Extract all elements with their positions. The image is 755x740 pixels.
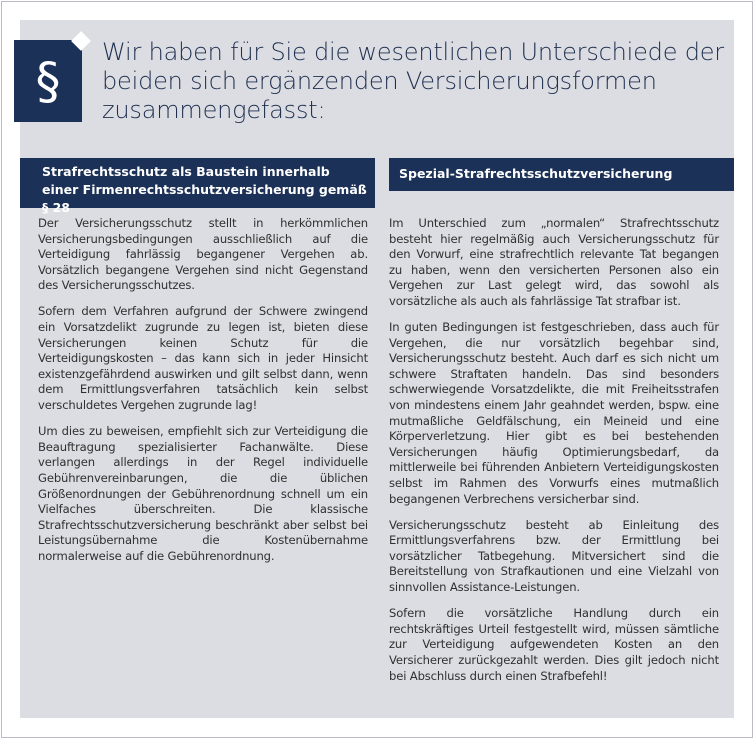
page-headline: Wir haben für Sie die wesentlichen Unterschiede der beiden sich ergänzenden Versicherungsformen zusammengefasst: bbox=[102, 38, 724, 124]
left-column-title: Strafrechtsschutz als Baustein innerhalb einer Firmenrechtsschutzversicherung gemäß § 28 bbox=[20, 158, 375, 208]
left-paragraph: Sofern dem Verfahren aufgrund der Schwere zwingend ein Vorsatzdelikt zugrunde zu legen ist, bieten diese Versicherungen keinen Schutz für die Verteidigungskosten – das kann sich in jeder Hinsicht existenzgefährdend auswirken und gilt selbst dann, wenn dem Ermittlungsverfahren tatsächlich kein selbst verschuldetes Vergehen zugrunde lag! bbox=[38, 304, 368, 413]
left-paragraph: Der Versicherungsschutz stellt in herkömmlichen Versicherungsbedingungen ausschließlich auf die Verteidigung fahrlässig begangener Vergehen ab. Vorsätzlich begangene Vergehen sind nicht Gegenstand des Versicherungsschutzes. bbox=[38, 216, 368, 293]
right-paragraph: In guten Bedingungen ist festgeschrieben, dass auch für Vergehen, die nur vorsätzlich begehbar sind, Versicherungsschutz besteht. Auch darf es sich nicht um schwere Straftaten handeln. Das sind besonders schwerwiegende Vorsatzdelikte, die mit Freiheitsstrafen von mindestens einem Jahr geahndet werden, bspw. eine mutmaßliche Geldfälschung, ein Meineid und eine Körperverletzung. Hier gibt es bei bestehenden Versicherungen häufig Optimierungsbedarf, da mittlerweile bei führenden Anbietern Verteidigungskosten selbst im Rahmen des Vorwurfs eines mutmaßlich begangenen Verbrechens versicherbar sind. bbox=[389, 320, 719, 506]
left-column-text bbox=[38, 216, 368, 575]
right-paragraph: Versicherungsschutz besteht ab Einleitung des Ermittlungsverfahrens bzw. der Ermittlung bei vorsätzlicher Tatbegehung. Mitversichert sind die Bereitstellung von Strafkautionen und eine Vielzahl von sinnvollen Assistance-Leistungen. bbox=[389, 517, 719, 595]
right-column-title: Spezial-Strafrechtsschutzversicherung bbox=[389, 158, 734, 191]
paragraph-icon: § bbox=[14, 40, 82, 122]
right-paragraph: Sofern die vorsätzliche Handlung durch ein rechtskräftiges Urteil festgestellt wird, müssen sämtliche zur Verteidigung aufgewendeten Kosten an den Versicherer zurückgezahlt werden. Dies gilt jedoch nicht bei Abschluss durch einen Strafbefehl! bbox=[389, 606, 719, 683]
right-paragraph: Im Unterschied zum „normalen“ Strafrechtsschutz besteht hier regelmäßig auch Versicherungsschutz für den Vorwurf, eine strafrechtlich relevante Tat begangen zu haben, wenn den versicherten Personen also ein Vergehen zur Last gelegt wird, das sowohl als vorsätzliche als auch als fahrlässige Tat strafbar ist. bbox=[389, 216, 719, 308]
right-column-text bbox=[389, 216, 719, 695]
left-paragraph: Um dies zu beweisen, empfiehlt sich zur Verteidigung die Beauftragung spezialisierter Fachanwälte. Diese verlangen allerdings in der Regel individuelle Gebührenvereinbarungen, die die üblichen Größenordnungen der Gebührenordnung schnell um ein Vielfaches überschreiten. Die klassische Strafrechtsschutzversicherung beschränkt aber selbst bei Leistungsübernahme die Kostenübernahme normalerweise auf die Gebührenordnung. bbox=[38, 424, 368, 563]
